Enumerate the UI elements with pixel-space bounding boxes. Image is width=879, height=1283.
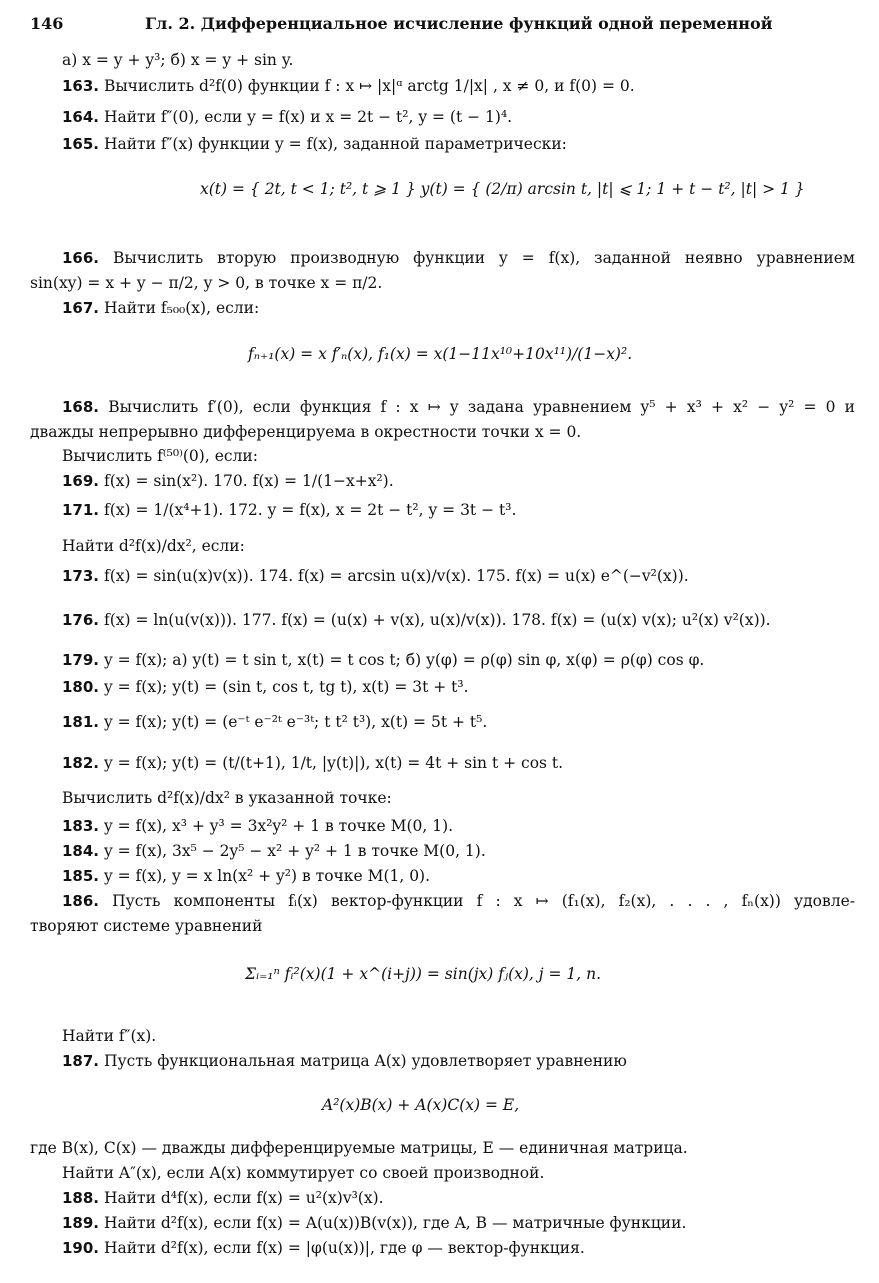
problem-text: где B(x), C(x) — дважды дифференцируемые матрицы, E — единичная матрица. (30, 1139, 688, 1157)
display-formula: A²(x)B(x) + A(x)C(x) = E, (322, 1096, 520, 1114)
text-line (62, 397, 855, 417)
problem-text: f(x) = 1/(x⁴+1). 172. y = f(x), x = 2t − t², y = 3t − t³. (103, 501, 517, 519)
problem-number: 176. (62, 611, 100, 629)
running-title: Гл. 2. Дифференциальное исчисление функций одной переменной (145, 14, 773, 33)
text-line (62, 1051, 627, 1071)
text-line (62, 1188, 384, 1208)
display-formula: fₙ₊₁(x) = x f′ₙ(x), f₁(x) = x(1−11x¹⁰+10x¹¹)/(1−x)². (248, 345, 633, 363)
text-line (62, 866, 430, 886)
text-line (30, 422, 581, 442)
problem-text: y = f(x), 3x⁵ − 2y⁵ − x² + y² + 1 в точке M(0, 1). (103, 842, 486, 860)
text-line (62, 566, 689, 586)
problem-number: 166. (62, 249, 100, 267)
problem-number: 189. (62, 1214, 100, 1232)
problem-text: y = f(x), y = x ln(x² + y²) в точке M(1, 0). (103, 867, 431, 885)
problem-number: 164. (62, 108, 100, 126)
problem-number: 184. (62, 842, 100, 860)
problem-number: 173. (62, 567, 100, 585)
problem-number: 186. (62, 892, 100, 910)
problem-number: 163. (62, 77, 100, 95)
text-line (62, 76, 635, 96)
text-line (62, 107, 512, 127)
problem-number: 180. (62, 678, 100, 696)
problem-number: 183. (62, 817, 100, 835)
text-line (62, 446, 258, 466)
text-line (62, 788, 392, 808)
problem-text: y = f(x), x³ + y³ = 3x²y² + 1 в точке M(0, 1). (103, 817, 454, 835)
text-line (62, 1026, 156, 1046)
text-line (62, 841, 486, 861)
text-line (62, 134, 567, 154)
page-header (30, 14, 830, 36)
text-line (62, 536, 245, 556)
problem-number: 185. (62, 867, 100, 885)
problem-text: y = f(x); y(t) = (t/(t+1), 1/t, |y(t)|), x(t) = 4t + sin t + cos t. (103, 754, 564, 772)
problem-text: Найти d²f(x), если f(x) = A(u(x))B(v(x)), где A, B — матричные функции. (103, 1214, 687, 1232)
problem-number: 182. (62, 754, 100, 772)
problem-number: 169. (62, 472, 100, 490)
problem-text: Найти d²f(x)/dx², если: (62, 537, 245, 555)
problem-text: Найти f″(x) функции y = f(x), заданной параметрически: (103, 135, 567, 153)
problem-text: Пусть функциональная матрица A(x) удовлетворяет уравнению (103, 1052, 627, 1070)
problem-number: 168. (62, 398, 100, 416)
problem-text: Найти f₅₀₀(x), если: (103, 299, 260, 317)
text-line (62, 1213, 686, 1233)
text-line (62, 50, 293, 70)
text-line (62, 1238, 585, 1258)
problem-text: Вычислить d²f(0) функции f : x ↦ |x|ᵅ arctg 1/|x| , x ≠ 0, и f(0) = 0. (103, 77, 635, 95)
text-line (62, 500, 516, 520)
problem-text: Вычислить вторую производную функции y = f(x), заданной неявно уравнением (112, 249, 855, 267)
problem-text: Вычислить f′(0), если функция f : x ↦ y задана уравнением y⁵ + x³ + x² − y² = 0 и (108, 398, 855, 416)
problem-text: Найти A″(x), если A(x) коммутирует со своей производной. (62, 1164, 545, 1182)
text-line (62, 891, 855, 911)
problem-text: f(x) = ln(u(v(x))). 177. f(x) = (u(x) + v(x), u(x)/v(x)). 178. f(x) = (u(x) v(x); u²(x) v²(x)). (103, 611, 771, 629)
problem-text: Найти d⁴f(x), если f(x) = u²(x)v³(x). (103, 1189, 384, 1207)
problem-text: y = f(x); а) y(t) = t sin t, x(t) = t cos t; б) y(φ) = ρ(φ) sin φ, x(φ) = ρ(φ) cos φ. (103, 651, 705, 669)
display-formula: x(t) = { 2t, t < 1; t², t ⩾ 1 } y(t) = { (2/π) arcsin t, |t| ⩽ 1; 1 + t − t², |t| > 1 } (200, 180, 805, 198)
problem-text: а) x = y + y³; б) x = y + sin y. (62, 51, 294, 69)
problem-text: sin(xy) = x + y − π/2, y > 0, в точке x = π/2. (30, 274, 383, 292)
text-line (62, 712, 487, 732)
page-number: 146 (30, 14, 64, 33)
text-line (62, 1163, 544, 1183)
problem-text: Вычислить f⁽⁵⁰⁾(0), если: (62, 447, 258, 465)
text-line (62, 677, 469, 697)
problem-text: f(x) = sin(x²). 170. f(x) = 1/(1−x+x²). (103, 472, 394, 490)
problem-text: y = f(x); y(t) = (e⁻ᵗ e⁻²ᵗ e⁻³ᵗ; t t² t³), x(t) = 5t + t⁵. (103, 713, 488, 731)
text-line (62, 248, 855, 268)
problem-number: 167. (62, 299, 100, 317)
problem-number: 171. (62, 501, 100, 519)
text-line (62, 753, 563, 773)
problem-text: Вычислить d²f(x)/dx² в указанной точке: (62, 789, 392, 807)
display-formula: Σᵢ₌₁ⁿ fᵢ²(x)(1 + x^(i+j)) = sin(jx) fⱼ(x), j = 1, n. (245, 965, 602, 983)
problem-number: 188. (62, 1189, 100, 1207)
text-line (30, 916, 262, 936)
problem-text: f(x) = sin(u(x)v(x)). 174. f(x) = arcsin u(x)/v(x). 175. f(x) = u(x) e^(−v²(x)). (103, 567, 689, 585)
problem-text: Найти f″(0), если y = f(x) и x = 2t − t², y = (t − 1)⁴. (103, 108, 513, 126)
problem-number: 181. (62, 713, 100, 731)
problem-text: Найти d²f(x), если f(x) = |φ(u(x))|, где φ — вектор-функция. (103, 1239, 585, 1257)
text-line (30, 1138, 688, 1158)
problem-text: Найти f″(x). (62, 1027, 157, 1045)
text-line (62, 816, 453, 836)
problem-number: 165. (62, 135, 100, 153)
problem-text: творяют системе уравнений (30, 917, 263, 935)
problem-number: 179. (62, 651, 100, 669)
problem-number: 190. (62, 1239, 100, 1257)
text-line (62, 298, 259, 318)
text-line (30, 273, 382, 293)
problem-text: дважды непрерывно дифференцируема в окрестности точки x = 0. (30, 423, 582, 441)
problem-number: 187. (62, 1052, 100, 1070)
text-line (62, 650, 704, 670)
problem-text: y = f(x); y(t) = (sin t, cos t, tg t), x(t) = 3t + t³. (103, 678, 469, 696)
text-line (62, 471, 394, 491)
problem-text: Пусть компоненты fᵢ(x) вектор-функции f : x ↦ (f₁(x), f₂(x), . . . , fₙ(x)) удовле- (112, 892, 855, 910)
text-line (62, 610, 771, 630)
